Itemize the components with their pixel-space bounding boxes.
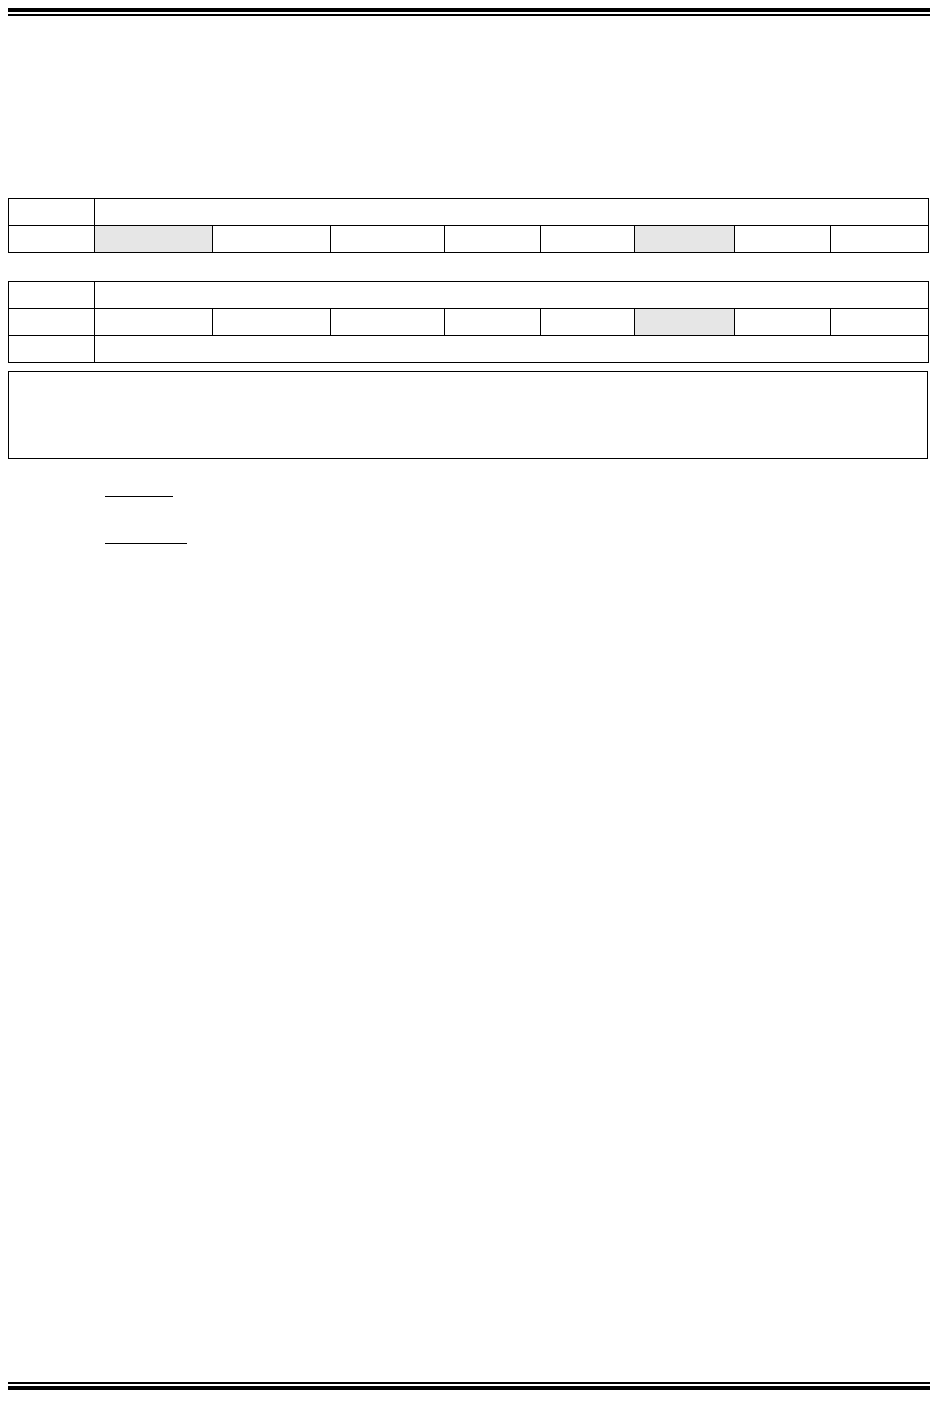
bit-cell-1-8 [831, 226, 929, 253]
register-table-1-container [8, 198, 929, 253]
register-table-2-container [8, 281, 929, 363]
bit-cell-1-7 [735, 226, 831, 253]
bit-cell-2-1 [95, 309, 213, 336]
rule-thick-line [8, 1386, 930, 1390]
bit-cell-1-5 [541, 226, 635, 253]
bit-cell-1-6 [635, 226, 735, 253]
bit-cell-2-7 [735, 309, 831, 336]
bit-cell-2-8 [831, 309, 929, 336]
table-row [9, 336, 929, 363]
table-row [9, 282, 929, 309]
register-spacer-cell-2 [9, 309, 95, 336]
register-name-cell-1 [9, 199, 95, 226]
note-box [8, 371, 928, 459]
register-table-1 [8, 198, 929, 253]
register-title-row-1 [95, 199, 929, 226]
register-table-2 [8, 281, 929, 363]
section-heading-1 [105, 482, 173, 497]
register-spacer-cell-1 [9, 226, 95, 253]
bit-cell-1-3 [331, 226, 445, 253]
table-row [9, 199, 929, 226]
bit-cell-2-3 [331, 309, 445, 336]
register-footer-row-2 [95, 336, 929, 363]
register-title-row-2 [95, 282, 929, 309]
page-footer-rule [8, 1382, 930, 1390]
rule-thin-line [8, 14, 930, 16]
bit-cell-2-4 [445, 309, 541, 336]
table-row [9, 309, 929, 336]
register-footer-spacer [9, 336, 95, 363]
page-header-rule [8, 8, 930, 16]
bit-cell-1-4 [445, 226, 541, 253]
table-row [9, 226, 929, 253]
bit-cell-2-2 [213, 309, 331, 336]
section-heading-2 [105, 529, 187, 544]
bit-cell-1-1 [95, 226, 213, 253]
register-name-cell-2 [9, 282, 95, 309]
bit-cell-2-6 [635, 309, 735, 336]
bit-cell-2-5 [541, 309, 635, 336]
bit-cell-1-2 [213, 226, 331, 253]
